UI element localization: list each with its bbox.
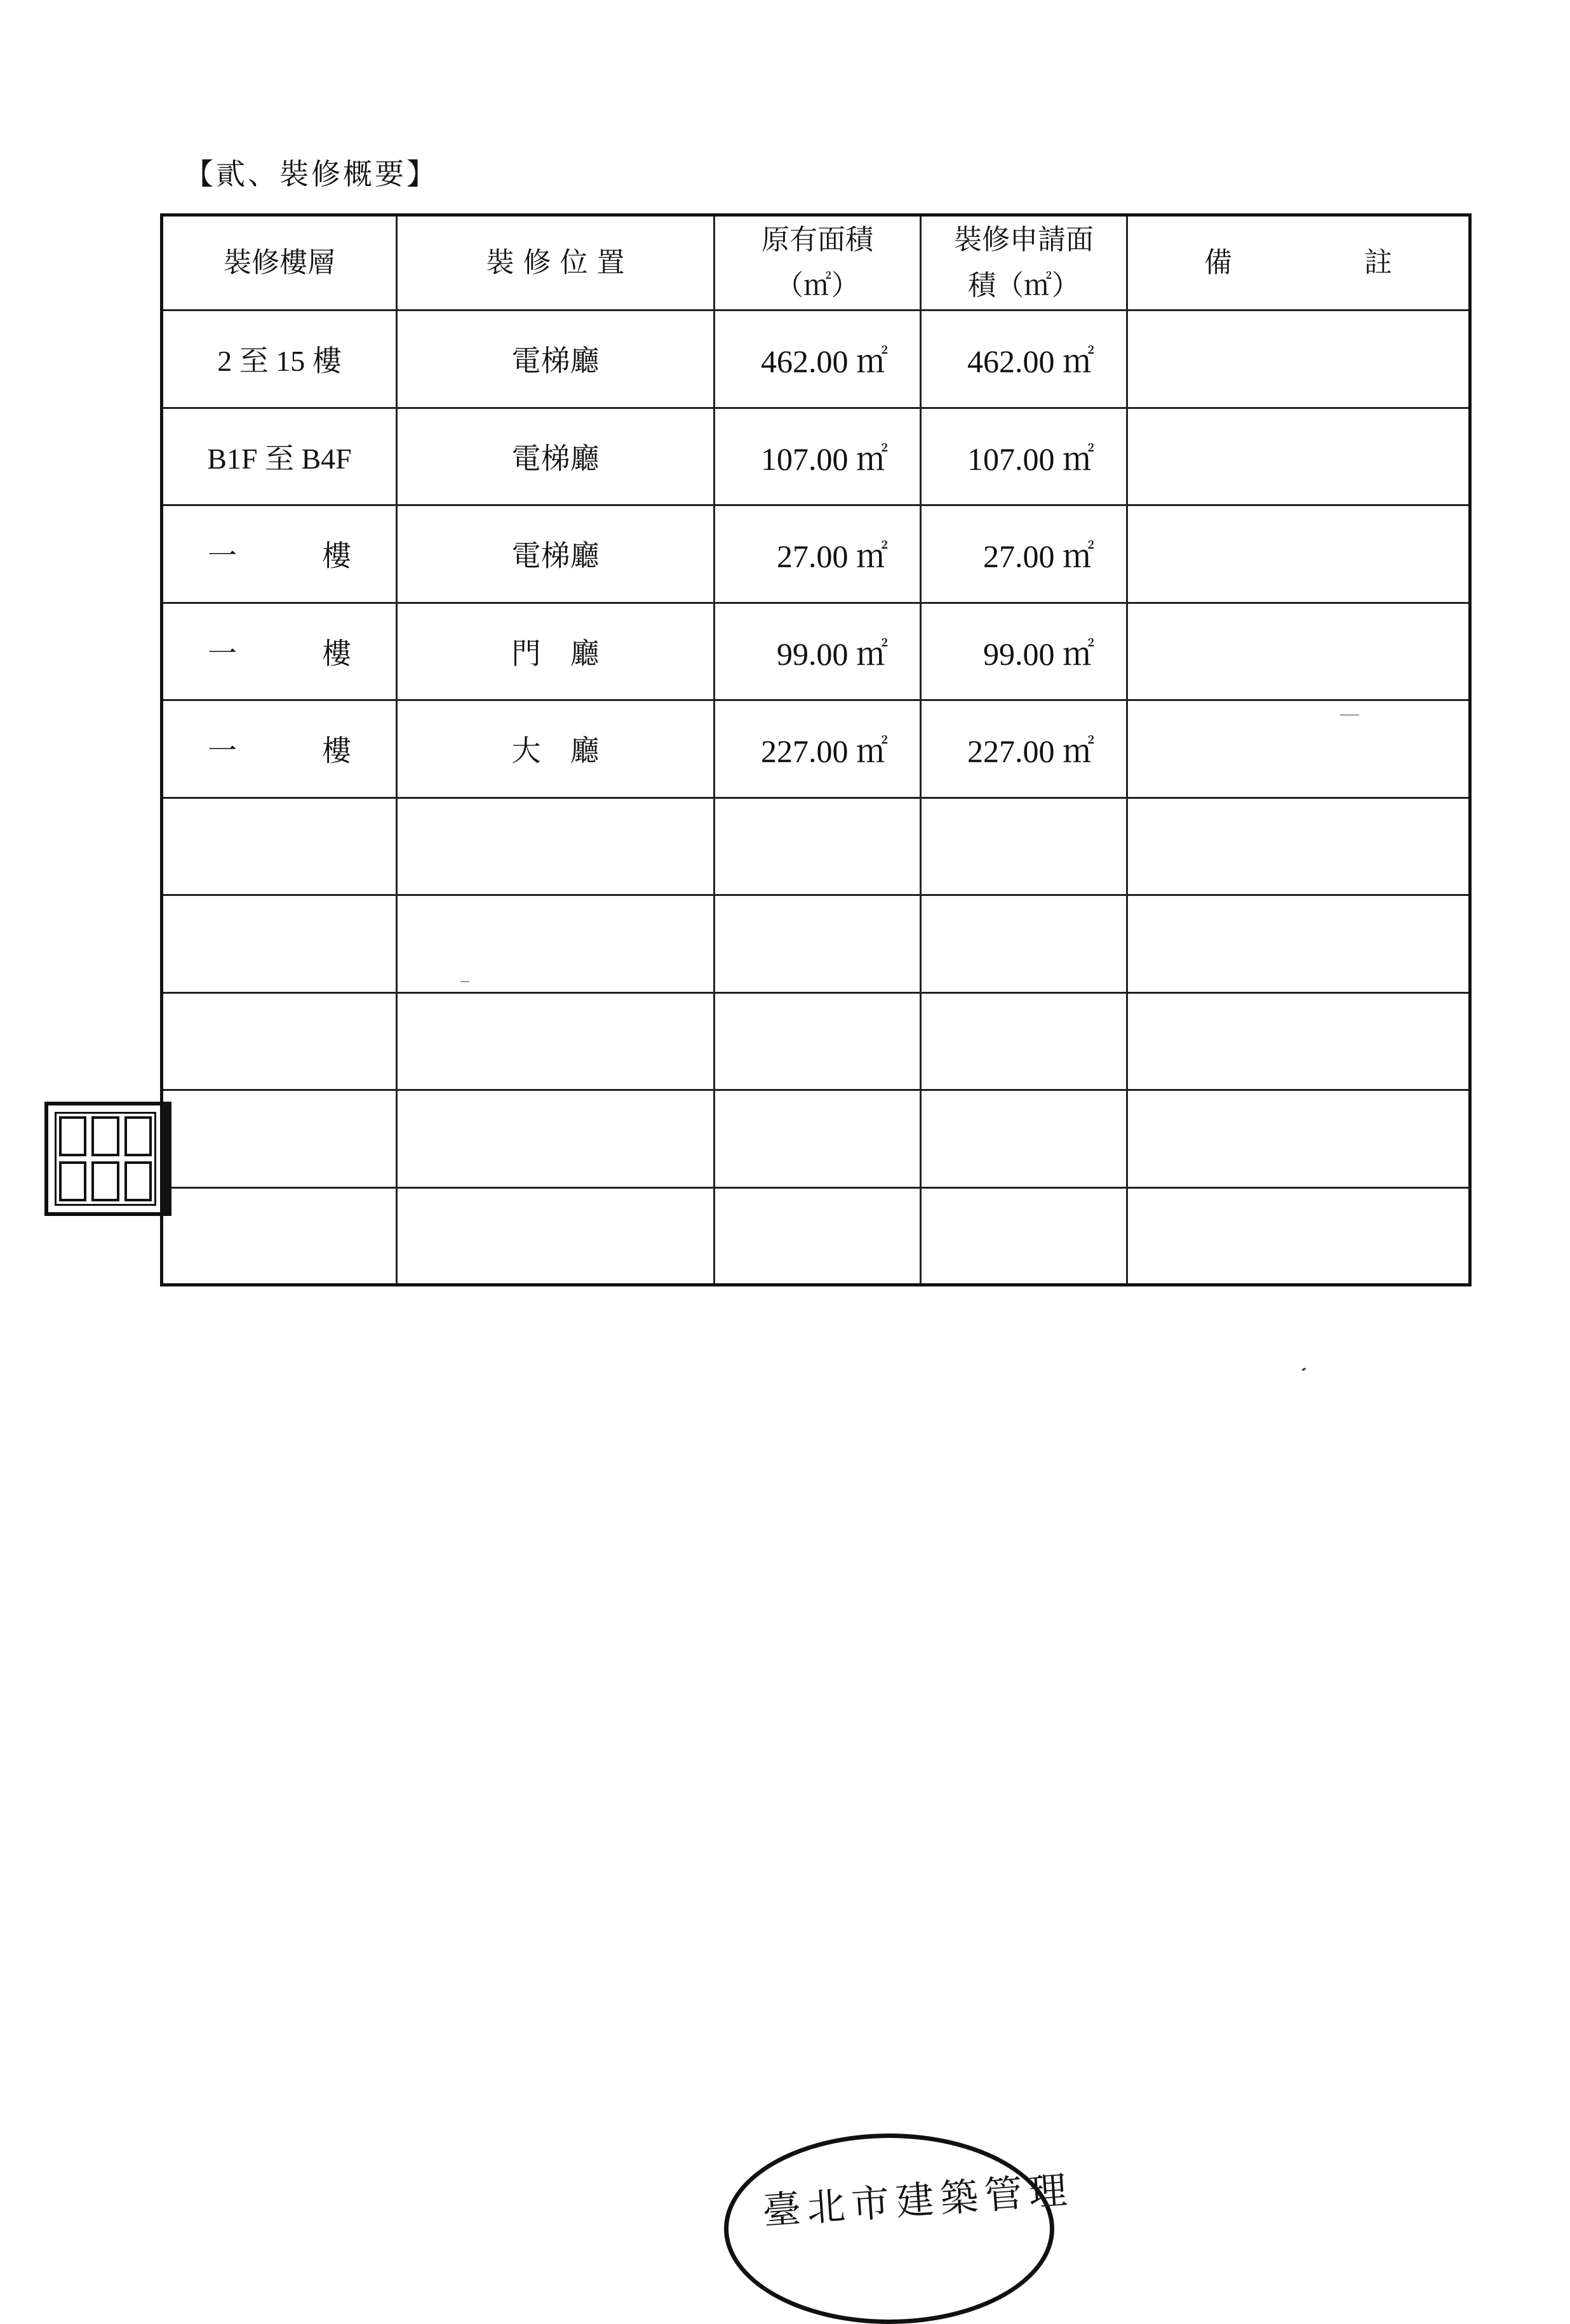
row-floor-b: 樓 (322, 538, 351, 573)
empty-cell (162, 895, 397, 993)
row-original-area: 227.00 ㎡ (715, 700, 921, 798)
row-floor-b: 樓 (322, 733, 351, 768)
section-title: 【貳、裝修概要】 (184, 157, 438, 191)
row-remarks (1127, 700, 1470, 798)
row-floor (162, 505, 397, 603)
table-row-empty (162, 895, 1470, 993)
table-row-empty (162, 1187, 1470, 1285)
row-location: 電梯廳 (397, 408, 715, 505)
row-original-area: 462.00 ㎡ (715, 311, 921, 408)
table-header-row (162, 215, 1470, 311)
row-floor: 2 至 15 樓 (162, 311, 397, 408)
table-row-empty (162, 992, 1470, 1090)
header-original-area-line1: 原有面積 (762, 224, 873, 256)
header-applied-area-line1: 裝修申請面 (954, 224, 1094, 256)
table-row (162, 311, 1470, 408)
empty-cell (715, 1187, 921, 1285)
row-floor (162, 603, 397, 700)
header-remarks-a: 備 (1204, 246, 1232, 279)
empty-cell (715, 992, 921, 1090)
row-remarks (1127, 603, 1470, 700)
table-row-empty (162, 798, 1470, 895)
empty-cell (715, 1090, 921, 1188)
header-remarks-b: 註 (1364, 246, 1392, 279)
header-location: 裝 修 位 置 (397, 215, 715, 311)
row-floor: B1F 至 B4F (162, 408, 397, 505)
row-remarks (1127, 505, 1470, 603)
row-location: 電梯廳 (397, 311, 715, 408)
row-applied-area: 27.00 ㎡ (921, 505, 1127, 603)
header-original-area (715, 215, 921, 311)
row-floor (162, 700, 397, 798)
empty-cell (1127, 1090, 1470, 1188)
row-original-area: 99.00 ㎡ (715, 603, 921, 700)
scan-speck (1302, 1368, 1306, 1372)
empty-cell (162, 992, 397, 1090)
empty-cell (1127, 1187, 1470, 1285)
row-floor-a: 一 (208, 733, 237, 768)
row-remarks (1127, 408, 1470, 505)
row-applied-area: 107.00 ㎡ (921, 408, 1127, 505)
empty-cell (921, 992, 1127, 1090)
renovation-summary-table (160, 213, 1472, 1286)
row-applied-area: 99.00 ㎡ (921, 603, 1127, 700)
row-location: 門 廳 (397, 603, 715, 700)
row-floor-a: 一 (208, 538, 237, 573)
empty-cell (397, 992, 715, 1090)
header-remarks (1127, 215, 1470, 311)
official-stamp-text: 臺北市建築管理 (761, 2167, 1075, 2234)
empty-cell (1127, 895, 1470, 993)
personal-seal-icon (44, 1102, 171, 1216)
header-original-area-line2: （㎡） (775, 269, 859, 302)
row-original-area: 107.00 ㎡ (715, 408, 921, 505)
empty-cell (397, 798, 715, 895)
table-row (162, 408, 1470, 505)
row-floor-a: 一 (208, 636, 237, 671)
empty-cell (162, 1187, 397, 1285)
empty-cell (162, 1090, 397, 1188)
header-applied-area (921, 215, 1127, 311)
scan-speck (1340, 714, 1359, 716)
empty-cell (162, 798, 397, 895)
table-row-empty (162, 1090, 1470, 1188)
empty-cell (921, 798, 1127, 895)
row-location: 大 廳 (397, 700, 715, 798)
empty-cell (1127, 798, 1470, 895)
row-applied-area: 462.00 ㎡ (921, 311, 1127, 408)
row-floor-b: 樓 (322, 636, 351, 671)
table-row (162, 505, 1470, 603)
row-original-area: 27.00 ㎡ (715, 505, 921, 603)
header-floor: 裝修樓層 (162, 215, 397, 311)
table-row (162, 603, 1470, 700)
empty-cell (715, 798, 921, 895)
header-applied-area-line2: 積（㎡） (968, 269, 1080, 302)
row-remarks (1127, 311, 1470, 408)
empty-cell (921, 1090, 1127, 1188)
empty-cell (397, 1090, 715, 1188)
row-applied-area: 227.00 ㎡ (921, 700, 1127, 798)
row-location: 電梯廳 (397, 505, 715, 603)
empty-cell (921, 895, 1127, 993)
scan-speck (460, 981, 469, 982)
empty-cell (397, 1187, 715, 1285)
table-row (162, 700, 1470, 798)
empty-cell (397, 895, 715, 993)
empty-cell (921, 1187, 1127, 1285)
empty-cell (1127, 992, 1470, 1090)
empty-cell (715, 895, 921, 993)
